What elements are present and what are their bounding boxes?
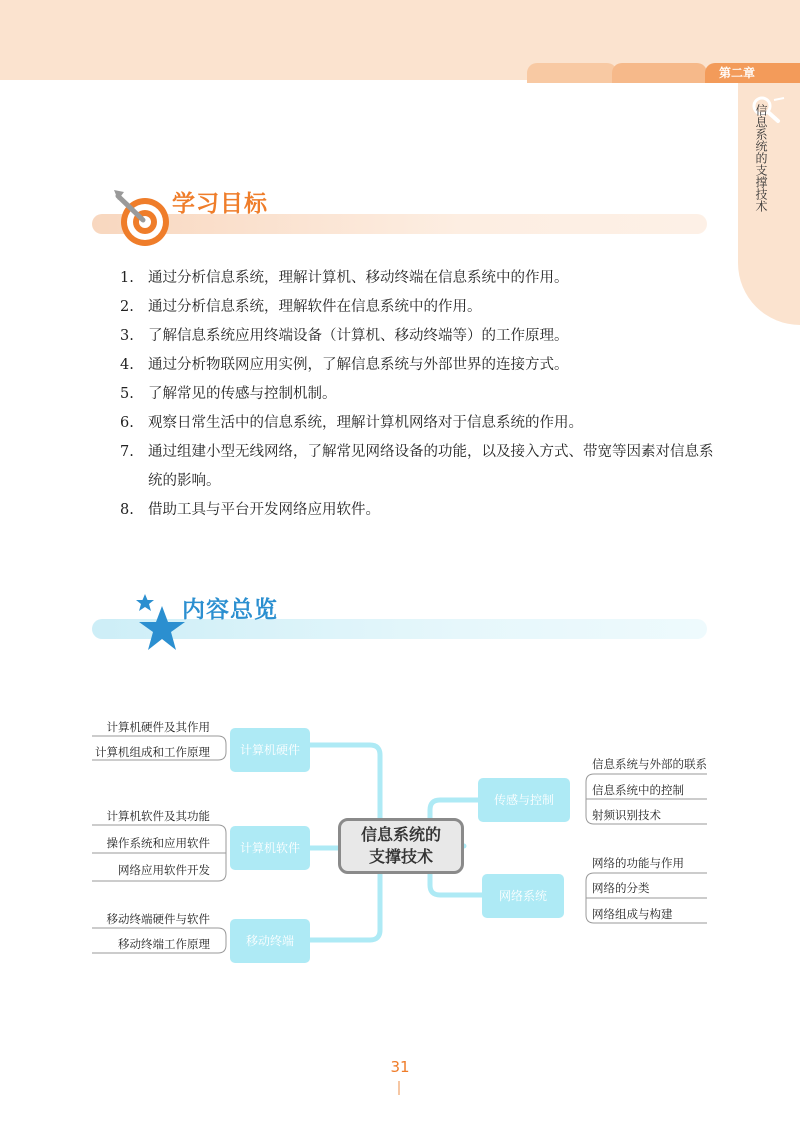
center-line: 信息系统的 — [360, 825, 441, 844]
goal-item: 2. 通过分析信息系统，理解软件在信息系统中的作用。 — [120, 299, 482, 315]
leaf-sensing: 信息系统与外部的联系 — [592, 757, 707, 771]
leaf-hardware: 计算机组成和工作原理 — [95, 745, 210, 759]
goal-item: 8. 借助工具与平台开发网络应用软件。 — [120, 502, 380, 518]
goal-item: 6. 观察日常生活中的信息系统，理解计算机网络对于信息系统的作用。 — [120, 415, 583, 431]
goal-item: 1. 通过分析信息系统，理解计算机、移动终端在信息系统中的作用。 — [120, 270, 569, 286]
page-number-tick — [398, 1081, 400, 1095]
chapter-tab: 第二章 — [705, 63, 800, 83]
branch-node-network: 网络系统 — [482, 874, 564, 918]
goal-item: 4. 通过分析物联网应用实例，了解信息系统与外部世界的连接方式。 — [120, 357, 569, 373]
branch-node-hardware: 计算机硬件 — [230, 728, 310, 772]
leaf-network: 网络的功能与作用 — [592, 856, 684, 870]
branch-node-mobile: 移动终端 — [230, 919, 310, 963]
leaf-network: 网络的分类 — [592, 881, 650, 895]
leaf-software: 计算机软件及其功能 — [106, 809, 210, 823]
goal-item: 7. 通过组建小型无线网络，了解常见网络设备的功能，以及接入方式、带宽等因素对信息系统的影响。 — [120, 444, 714, 489]
leaf-mobile: 移动终端硬件与软件 — [106, 912, 210, 926]
page-number: 31 — [390, 1058, 410, 1076]
leaf-software: 网络应用软件开发 — [118, 863, 210, 877]
goal-item: 5. 了解常见的传感与控制机制。 — [120, 386, 337, 402]
leaf-network: 网络组成与构建 — [592, 907, 673, 921]
branch-node-software: 计算机软件 — [230, 826, 310, 870]
leaf-software: 操作系统和应用软件 — [106, 836, 210, 850]
branch-node-sensing: 传感与控制 — [478, 778, 570, 822]
leaf-sensing: 信息系统中的控制 — [592, 783, 684, 797]
mindmap-center-node — [338, 818, 464, 874]
leaf-sensing: 射频识别技术 — [592, 808, 661, 822]
goal-item: 3. 了解信息系统应用终端设备（计算机、移动终端等）的工作原理。 — [120, 328, 569, 344]
overview-title: 内容总览 — [182, 597, 278, 623]
leaf-hardware: 计算机硬件及其作用 — [106, 720, 210, 734]
leaf-mobile: 移动终端工作原理 — [118, 937, 210, 951]
goals-title: 学习目标 — [172, 191, 268, 217]
center-line: 支撑技术 — [368, 847, 433, 866]
side-chapter-title: 信息系统的支撑技术 — [754, 104, 768, 212]
